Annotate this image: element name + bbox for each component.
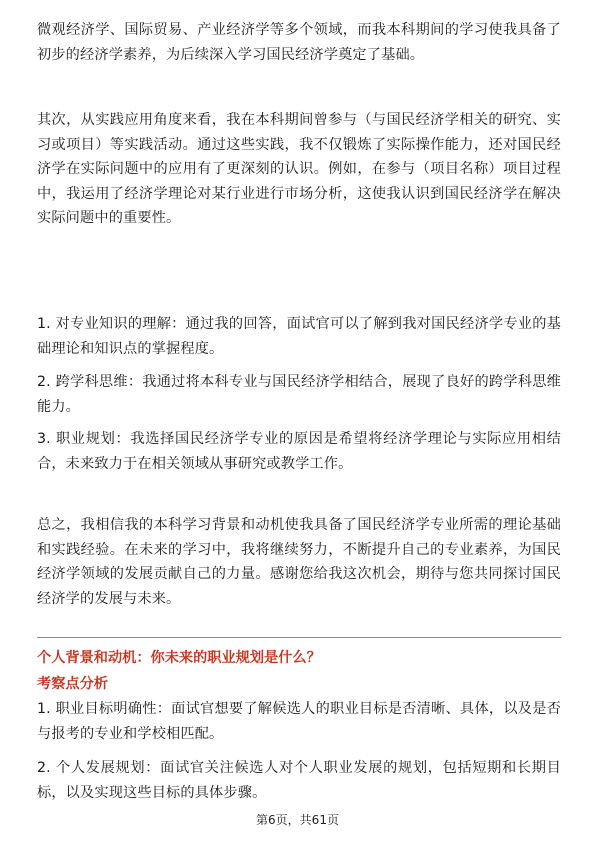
list-item: 1. 对专业知识的理解：通过我的回答，面试官可以了解到我对国民经济学专业的基础理论和知识点的掌握程度。 — [37, 316, 561, 357]
section-divider — [37, 637, 561, 638]
body-paragraph: 总之，我相信我的本科学习背景和动机使我具备了国民经济学专业所需的理论基础和实践经验。在未来的学习中，我将继续努力，不断提升自己的专业素养，为国民经济学领域的发展贡献自己的力量。感谢您给我这次机会，期待与您共同探讨国民经济学的发展与未来。 — [37, 517, 561, 607]
page-number: 第6页，共61页 — [256, 813, 339, 827]
list-item: 3. 职业规划：我选择国民经济学专业的原因是希望将经济学理论与实际应用相结合，未来致力于在相关领域从事研究或教学工作。 — [37, 431, 561, 472]
body-paragraph: 微观经济学、国际贸易、产业经济学等多个领域，而我本科期间的学习使我具备了初步的经济学素养，为后续深入学习国民经济学奠定了基础。 — [37, 22, 561, 63]
analysis-point: 2. 个人发展规划：面试官关注候选人对个人职业发展的规划，包括短期和长期目标，以及实现这些目标的具体步骤。 — [37, 760, 561, 801]
analysis-point: 1. 职业目标明确性：面试官想要了解候选人的职业目标是否清晰、具体，以及是否与报考的专业和学校相匹配。 — [37, 701, 561, 742]
list-item: 2. 跨学科思维：我通过将本科专业与国民经济学相结合，展现了良好的跨学科思维能力。 — [37, 374, 561, 415]
body-paragraph: 其次，从实践应用角度来看，我在本科期间曾参与（与国民经济学相关的研究、实习或项目）等实践活动。通过这些实践，我不仅锻炼了实际操作能力，还对国民经济学在实际问题中的应用有了更深刻的认识。例如，在参与（项目名称）项目过程中，我运用了经济学理论对某行业进行市场分析，这使我认识到国民经济学在解决实际问题中的重要性。 — [37, 112, 561, 227]
analysis-heading: 考察点分析 — [37, 676, 108, 692]
question-heading: 个人背景和动机：你未来的职业规划是什么？ — [37, 650, 321, 666]
